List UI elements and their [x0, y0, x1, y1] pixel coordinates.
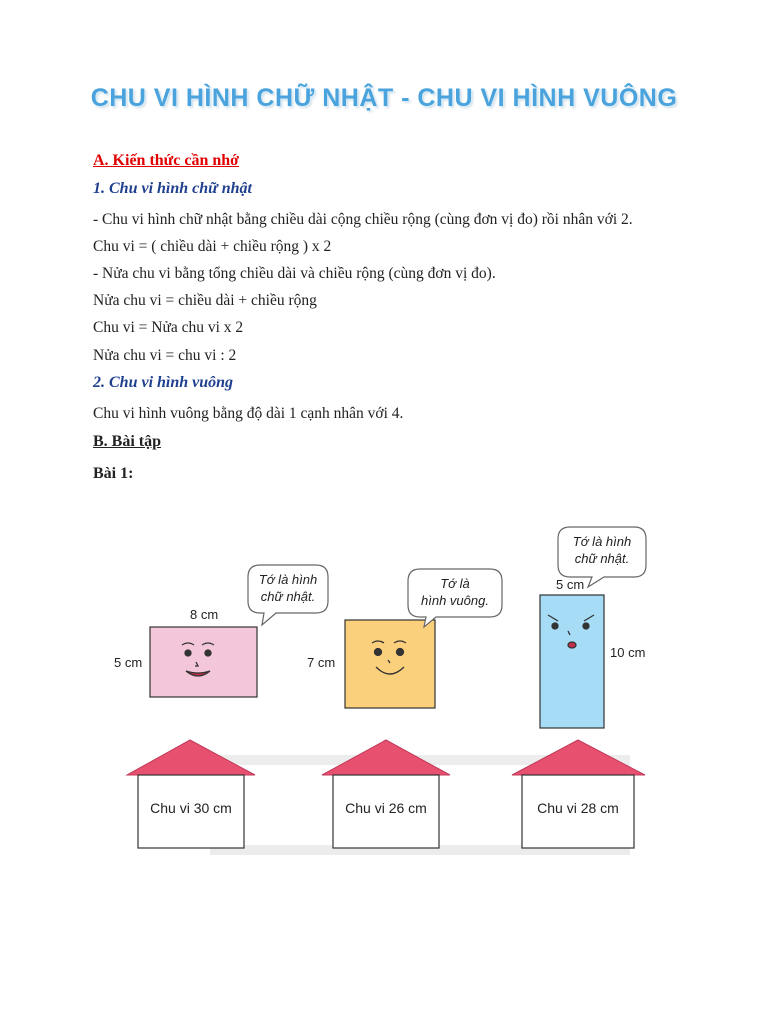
bubble-1-line-1: Tớ là hình — [258, 572, 318, 587]
square-rule-line: Chu vi hình vuông bằng độ dài 1 cạnh nhân với 4. — [93, 405, 404, 422]
section-b-heading: B. Bài tập — [93, 433, 162, 450]
house-3-label: Chu vi 28 cm — [537, 800, 619, 816]
exercise-1-label: Bài 1: — [93, 465, 134, 482]
bubble-2-line-2: hình vuông. — [421, 593, 489, 608]
blue-rectangle-length-label: 10 cm — [610, 645, 646, 660]
bubble-3-line-2: chữ nhật. — [574, 551, 630, 566]
rule-line-1: - Chu vi hình chữ nhật bằng chiều dài cộng chiều rộng (cùng đơn vị đo) rồi nhân với 2. — [93, 211, 633, 228]
blue-rectangle — [540, 595, 604, 728]
house-1-label: Chu vi 30 cm — [150, 800, 232, 816]
subsection-rectangle-heading: 1. Chu vi hình chữ nhật — [93, 180, 252, 197]
bubble-1-line-2: chữ nhật. — [260, 589, 316, 604]
pink-rectangle — [150, 627, 257, 697]
rule-line-6: Nửa chu vi = chu vi : 2 — [93, 347, 237, 364]
rule-line-5: Chu vi = Nửa chu vi x 2 — [93, 319, 244, 336]
speech-bubble-3-text — [562, 533, 642, 567]
yellow-square — [345, 620, 435, 708]
yellow-square-side-label: 7 cm — [307, 655, 336, 670]
rule-line-3: - Nửa chu vi bằng tổng chiều dài và chiều rộng (cùng đơn vị đo). — [93, 265, 496, 282]
section-a-heading: A. Kiến thức cần nhớ — [93, 152, 240, 169]
speech-bubble-1-text — [252, 571, 324, 605]
blue-rectangle-width-label: 5 cm — [556, 577, 585, 592]
bubble-3-line-1: Tớ là hình — [572, 534, 632, 549]
house-2-label: Chu vi 26 cm — [345, 800, 427, 816]
exercise-figure — [110, 515, 670, 860]
rule-line-4: Nửa chu vi = chiều dài + chiều rộng — [93, 292, 317, 309]
pink-rectangle-length-label: 8 cm — [190, 607, 219, 622]
subsection-square-heading: 2. Chu vi hình vuông — [93, 374, 234, 391]
pink-rectangle-width-label: 5 cm — [114, 655, 143, 670]
speech-bubble-2-text — [412, 575, 498, 609]
bubble-2-line-1: Tớ là — [440, 576, 470, 591]
rule-line-2: Chu vi = ( chiều dài + chiều rộng ) x 2 — [93, 238, 332, 255]
page-title: CHU VI HÌNH CHỮ NHẬT - CHU VI HÌNH VUÔNG — [90, 84, 678, 112]
